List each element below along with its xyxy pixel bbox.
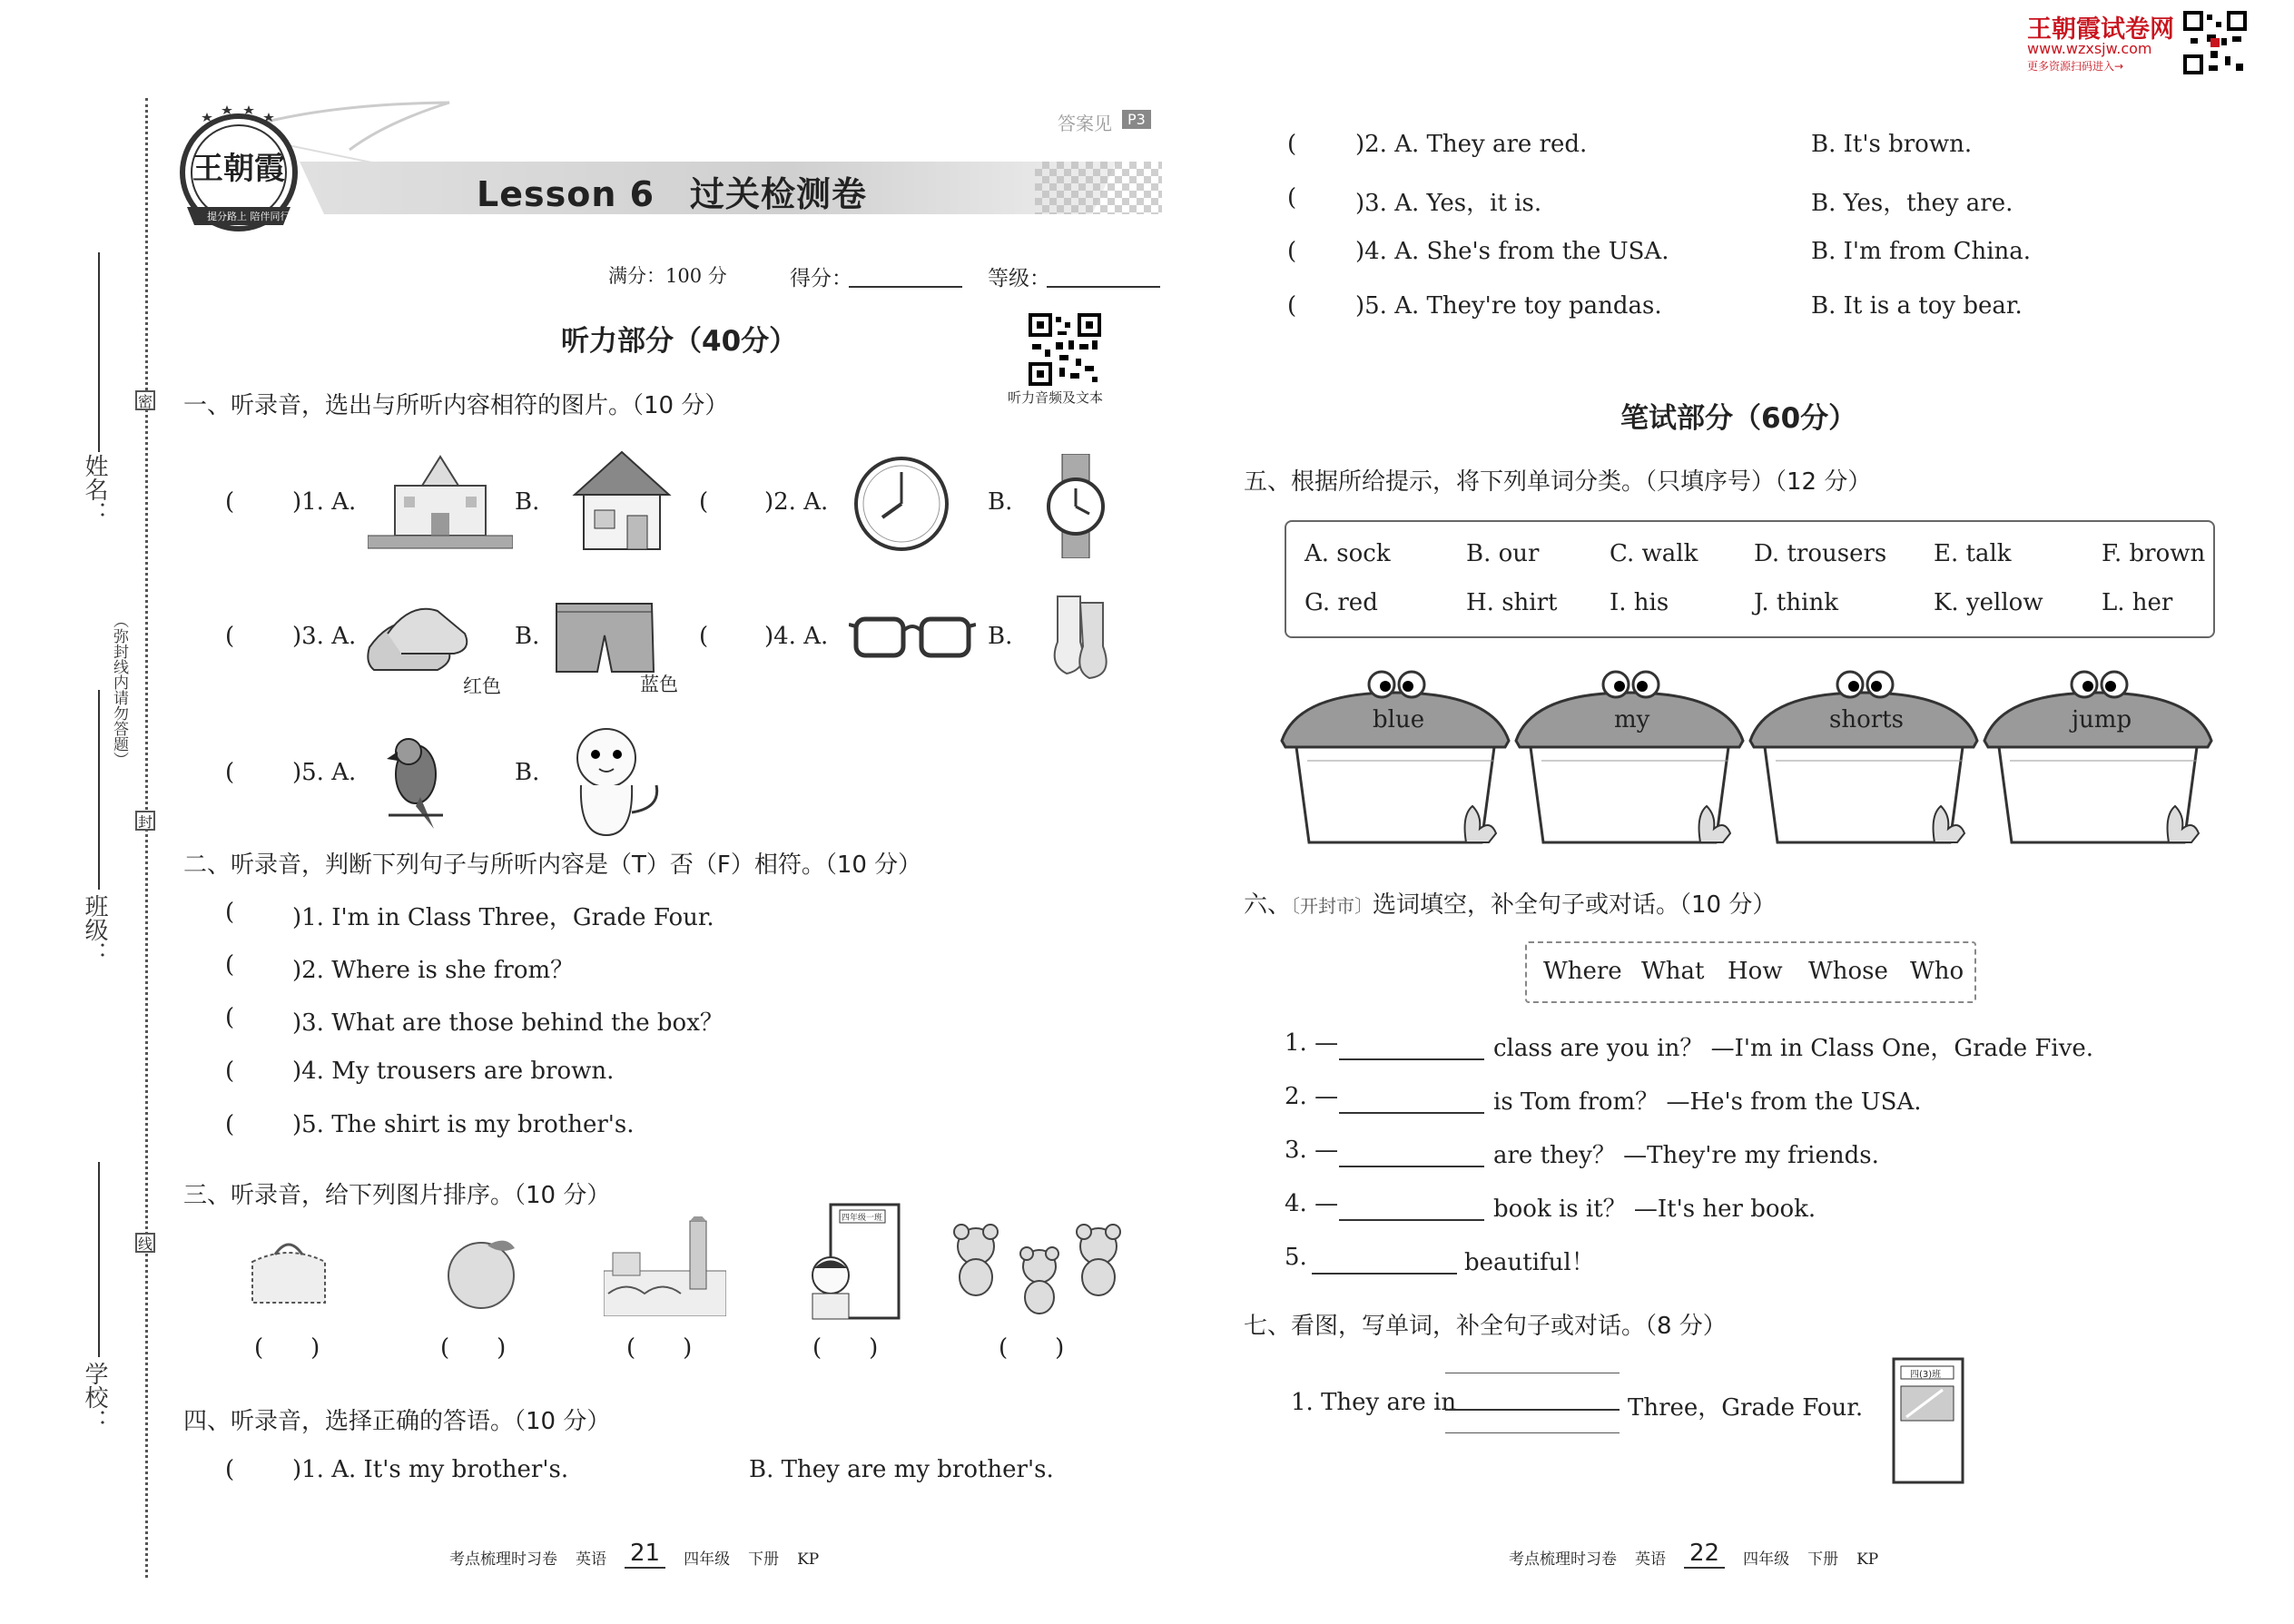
q4-item5-a: )5. A. They're toy pandas.: [1355, 292, 1662, 320]
footer-term-right: 下册: [1807, 1550, 1839, 1569]
basket-label-shorts: shorts: [1829, 706, 1904, 733]
q2-item3-paren[interactable]: (: [225, 1004, 235, 1031]
brand-more: 更多资源扫码进入→: [2027, 60, 2124, 73]
q1-item1-num: )1. A.: [292, 488, 357, 516]
name-label: 姓名：: [81, 454, 108, 525]
q6-item3-blank[interactable]: [1339, 1166, 1484, 1167]
footer-subject-right: 英语: [1635, 1550, 1666, 1569]
q4-item4-paren[interactable]: (: [1287, 238, 1297, 265]
q3-blank-2[interactable]: ( ): [440, 1334, 507, 1362]
q6-item3-num: 3. —: [1285, 1137, 1339, 1164]
q4-item3-a: )3. A. Yes，it is.: [1355, 190, 1542, 217]
q5-word-l: L. her: [2102, 589, 2173, 616]
seal-mark-3: 线: [135, 1233, 155, 1253]
q2-item5-paren[interactable]: (: [225, 1111, 235, 1138]
q7-door-sign: 四(3)班: [1910, 1370, 1942, 1380]
answer-page: P3: [1122, 110, 1151, 129]
q7-item1-a: 1. They are in: [1291, 1389, 1457, 1416]
q6-item4-num: 4. —: [1285, 1190, 1339, 1217]
q1-item1-paren[interactable]: (: [225, 488, 235, 516]
city-scene-icon: [604, 1216, 726, 1316]
q4-item5-paren[interactable]: (: [1287, 292, 1297, 320]
q7-writing-line-mid[interactable]: [1445, 1409, 1620, 1411]
footer-grade: 四年级: [684, 1550, 731, 1569]
q6-item1-blank[interactable]: [1339, 1058, 1484, 1060]
q6-item1-text: class are you in？ —I'm in Class One，Grade Five.: [1493, 1035, 2094, 1062]
q5-word-e: E. talk: [1934, 540, 2012, 567]
bag-icon: [243, 1235, 334, 1307]
q6-word-where: Where: [1543, 958, 1622, 985]
q4-item2-b: B. It's brown.: [1811, 131, 1973, 158]
q6-item3-text: are they？ —They're my friends.: [1493, 1142, 1879, 1169]
q6-word-what: What: [1641, 958, 1705, 985]
door-sign: 四年级一班: [842, 1214, 883, 1223]
q5-word-box: [1285, 520, 2215, 638]
class-line[interactable]: [98, 690, 100, 890]
logo-sub: 提分路上 陪伴同行: [207, 211, 290, 222]
binding-line: [145, 98, 148, 1578]
q2-item1: )1. I'm in Class Three，Grade Four.: [292, 904, 714, 931]
q5-word-b: B. our: [1466, 540, 1540, 567]
q5-word-d: D. trousers: [1754, 540, 1887, 567]
school-line[interactable]: [98, 1162, 100, 1357]
q1-item3-paren[interactable]: (: [225, 623, 235, 650]
brand-name: 王朝霞试卷网: [2027, 15, 2174, 44]
q1-item3-b: B.: [515, 623, 540, 650]
class-label: 班级：: [81, 894, 108, 965]
q2-item3: )3. What are those behind the box？: [292, 1009, 724, 1037]
binding-note: （弥封线内请勿答题）: [110, 613, 128, 767]
house-icon: [567, 445, 676, 554]
baskets-graphic: [1280, 661, 2220, 851]
seal-mark-1: 密: [135, 390, 155, 410]
footer-series: 考点梳理时习卷: [449, 1550, 557, 1569]
q6-item5-text: beautiful！: [1464, 1249, 1595, 1276]
q6-item1-num: 1. —: [1285, 1029, 1339, 1057]
q4-item3-paren[interactable]: (: [1287, 184, 1297, 212]
name-line[interactable]: [98, 252, 100, 452]
qr-caption: 听力音频及文本: [1008, 389, 1104, 406]
q2-item2: )2. Where is she from？: [292, 957, 575, 984]
basket-label-my: my: [1614, 706, 1650, 733]
full-score: 满分：100 分: [608, 265, 727, 287]
footer-ver: KP: [797, 1550, 820, 1569]
left-footer: [449, 1540, 819, 1569]
q4-item1-a: )1. A. It's my brother's.: [292, 1456, 569, 1483]
brand-url[interactable]: www.wzxsjw.com: [2027, 40, 2152, 57]
glasses-icon: [849, 608, 976, 663]
footer-term: 下册: [748, 1550, 780, 1569]
written-title: 笔试部分（60分）: [1620, 402, 1857, 435]
q6-item2-blank[interactable]: [1339, 1112, 1484, 1114]
q4-item3-b: B. Yes，they are.: [1811, 190, 2013, 217]
q7-writing-line-bottom: [1445, 1432, 1620, 1433]
grade-label: 等级：: [988, 267, 1050, 290]
qr-code[interactable]: [1029, 313, 1101, 386]
answer-ref: 答案见: [1058, 113, 1112, 134]
q5-word-i: I. his: [1610, 589, 1669, 616]
q3-blank-1[interactable]: ( ): [254, 1334, 320, 1362]
basket-label-jump: jump: [2072, 706, 2132, 733]
q1-item2-paren[interactable]: (: [699, 488, 709, 516]
orange-icon: [438, 1235, 528, 1312]
q1-item4-b: B.: [988, 623, 1013, 650]
footer-ver-right: KP: [1856, 1550, 1879, 1569]
q4-item5-b: B. It is a toy bear.: [1811, 292, 2023, 320]
q5-word-c: C. walk: [1610, 540, 1698, 567]
q2-item4-paren[interactable]: (: [225, 1058, 235, 1085]
socks-icon: [1049, 592, 1121, 683]
q6-word-how: How: [1728, 958, 1783, 985]
q5-word-g: G. red: [1305, 589, 1378, 616]
score-label: 得分：: [790, 267, 852, 290]
seal-mark-2: 封: [135, 811, 155, 831]
q1-item4-paren[interactable]: (: [699, 623, 709, 650]
q4-item4-b: B. I'm from China.: [1811, 238, 2032, 265]
q6-item5-blank[interactable]: [1312, 1273, 1457, 1275]
brand-qr-code[interactable]: [2183, 11, 2247, 74]
footer-page-number-right: 22: [1684, 1540, 1725, 1569]
q4-item2-paren[interactable]: (: [1287, 131, 1297, 158]
shorts-color-label: 蓝色: [640, 674, 678, 695]
teddy-bears-icon: [949, 1221, 1130, 1316]
q6-item5-num: 5.: [1285, 1244, 1307, 1271]
q3-blank-3[interactable]: ( ): [626, 1334, 693, 1362]
footer-grade-right: 四年级: [1743, 1550, 1790, 1569]
q6-word-whose: Whose: [1808, 958, 1888, 985]
q4-item2-a: )2. A. They are red.: [1355, 131, 1588, 158]
q6-title: [1244, 886, 1776, 920]
watch-icon: [1035, 454, 1117, 558]
q5-word-h: H. shirt: [1466, 589, 1558, 616]
shoe-color: 红色: [463, 675, 501, 697]
footer-page-number: 21: [625, 1540, 665, 1569]
listening-title: 听力部分（40分）: [561, 325, 798, 358]
q4-item4-a: )4. A. She's from the USA.: [1355, 238, 1669, 265]
school-label: 学校：: [81, 1362, 108, 1432]
q6-item2-text: is Tom from？ —He's from the USA.: [1493, 1088, 1922, 1116]
q2-item2-paren[interactable]: (: [225, 951, 235, 979]
q2-title: 二、听录音，判断下列句子与所听内容是（T）否（F）相符。（10 分）: [183, 851, 922, 879]
q2-item5: )5. The shirt is my brother's.: [292, 1111, 635, 1138]
q5-word-f: F. brown: [2102, 540, 2206, 567]
footer-subject: 英语: [576, 1550, 606, 1569]
q1-item5-b: B.: [515, 759, 540, 786]
q5-word-j: J. think: [1754, 589, 1838, 616]
q1-item5-paren[interactable]: (: [225, 759, 235, 786]
q4-item1-paren[interactable]: (: [225, 1456, 235, 1483]
q4-item1-b: B. They are my brother's.: [749, 1456, 1054, 1483]
footer-series-right: 考点梳理时习卷: [1509, 1550, 1617, 1569]
q1-item3-num: )3. A.: [292, 623, 357, 650]
grade-blank[interactable]: [1047, 286, 1160, 288]
lesson-title: Lesson 6 过关检测卷: [477, 174, 868, 214]
q5-word-a: A. sock: [1305, 540, 1391, 567]
title-checker: [1035, 162, 1162, 214]
parrot-icon: [379, 733, 452, 833]
shorts-icon: [552, 599, 656, 681]
q6-title-text: 选词填空，补全句子或对话。（10 分）: [1373, 891, 1777, 919]
q6-city: 〔开封市〕: [1291, 895, 1373, 917]
q1-item2-b: B.: [988, 488, 1013, 516]
q6-title-prefix: 六、: [1244, 891, 1292, 919]
q1-item2-num: )2. A.: [764, 488, 829, 516]
q4-title: 四、听录音，选择正确的答语。（10 分）: [183, 1408, 611, 1435]
score-blank[interactable]: [849, 286, 962, 288]
q6-item4-text: book is it？ —It's her book.: [1493, 1196, 1816, 1223]
basket-label-blue: blue: [1373, 706, 1425, 733]
q3-blank-4[interactable]: ( ): [812, 1334, 879, 1362]
q7-item1-b: Three，Grade Four.: [1628, 1394, 1864, 1422]
logo-text: 王朝霞: [192, 151, 285, 187]
q5-title: 五、根据所给提示，将下列单词分类。（只填序号）（12 分）: [1244, 468, 1872, 496]
q2-item4: )4. My trousers are brown.: [292, 1058, 615, 1085]
q6-item2-num: 2. —: [1285, 1083, 1339, 1110]
clock-icon: [852, 454, 951, 554]
right-footer: [1509, 1540, 1878, 1569]
q1-item5-num: )5. A.: [292, 759, 357, 786]
q1-item1-b: B.: [515, 488, 540, 516]
q6-word-who: Who: [1910, 958, 1964, 985]
q2-item1-paren[interactable]: (: [225, 899, 235, 926]
sneakers-icon: [365, 597, 474, 684]
q7-title: 七、看图，写单词，补全句子或对话。（8 分）: [1244, 1313, 1727, 1340]
q5-word-k: K. yellow: [1934, 589, 2043, 616]
q1-item4-num: )4. A.: [764, 623, 829, 650]
q6-item4-blank[interactable]: [1339, 1219, 1484, 1221]
tiger-icon: [561, 722, 670, 840]
q3-title: 三、听录音，给下列图片排序。（10 分）: [183, 1182, 611, 1209]
school-building-icon: [368, 449, 513, 554]
q1-title: 一、听录音，选出与所听内容相符的图片。（10 分）: [183, 392, 729, 419]
q3-blank-5[interactable]: ( ): [999, 1334, 1065, 1362]
